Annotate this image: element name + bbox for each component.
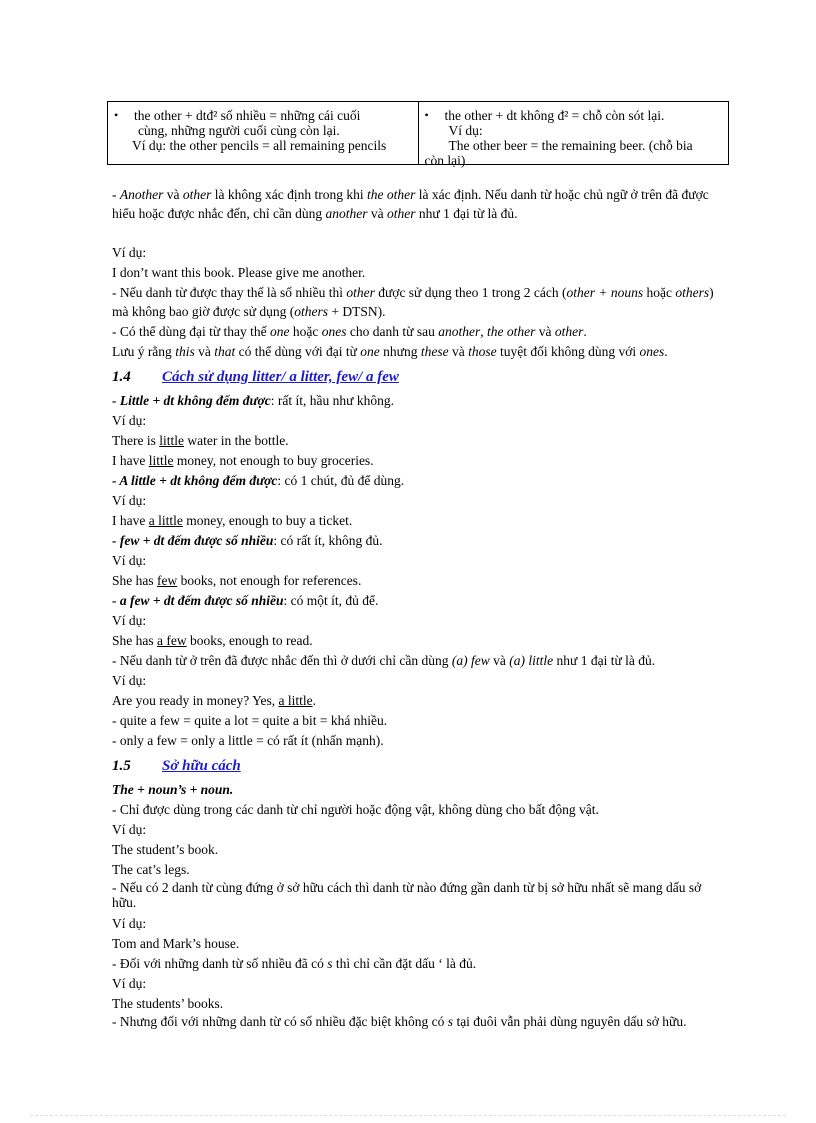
table-left-line3: Ví dụ: the other pencils = all remaining pencils xyxy=(132,138,387,153)
section-heading-1-5: 1.5 Sở hữu cách xyxy=(112,758,241,774)
example-label: Ví dụ: xyxy=(112,245,147,260)
section-link-1-4[interactable]: Cách sử dụng litter/ a litter, few/ a few xyxy=(162,369,399,385)
paragraph-another-other: - Another và other là không xác định trong khi the other là xác định. Nếu danh từ hoặc chủ ngữ ở trên đã được hiểu hoặc được nhắc đến, chỉ cần dùng another và other như 1 đại từ là đủ. xyxy=(112,187,709,221)
table-cell-right xyxy=(418,102,729,168)
paragraph-one-ones: - Có thể dùng đại từ thay thế one hoặc ones cho danh từ sau another, the other và other. xyxy=(112,324,587,339)
bullet-icon: • xyxy=(424,108,429,122)
paragraph-plural: - Nếu danh từ được thay thế là số nhiều thì other được sử dụng theo 1 trong 2 cách (other + nouns hoặc others) mà không bao giờ được sử dụng (others + DTSN). xyxy=(112,285,714,319)
table-right-line1: the other + dt không đ² = chỗ còn sót lại. xyxy=(444,108,665,123)
table-right-line3: The other beer = the remaining beer. (chỗ bia xyxy=(448,138,693,153)
section-heading-1-4: 1.4 Cách sử dụng litter/ a litter, few/ a few xyxy=(112,369,399,385)
comparison-table xyxy=(107,101,729,168)
table-left-line1: the other + dtđ² số nhiều = những cái cuối xyxy=(134,108,361,123)
page-divider xyxy=(30,1115,786,1116)
possessive-formula: The + noun’s + noun. xyxy=(112,782,234,797)
document-body: - Another và other là không xác định trong khi the other là xác định. Nếu danh từ hoặc chủ ngữ ở trên đã được hiểu hoặc được nhắc đến, chỉ cần dùng another và other như 1 đại từ là đủ. Ví dụ: I don’t want this book. Please give me another. - Nếu danh từ được thay thế là số nhiều thì other được sử dụng theo 1 trong 2 cách (other + nouns hoặc others) mà không bao giờ được sử dụng (others + DTSN). - Có thể dùng đại từ thay thế one hoặc ones cho danh từ sau another, the other và other. Lưu ý rằng this và that có thể dùng với đại từ one nhưng these và those tuyệt đối không dùng với ones. 1.4 Cách sử dụng litter/ a litter, few/ a few - Little + dt không đếm được: rất ít, hầu như không. Ví dụ: There is little water in the bottle. I have little money, not enough to buy groceries. - A little + dt không đếm được: có 1 chút, đủ để dùng. Ví dụ: I have a little money, enough to buy a ticket. - few + dt đếm được số nhiều: có rất ít, không đủ. Ví dụ: She has few books, not enough for references. - a few + dt đếm được số nhiều: có một ít, đủ để. Ví dụ: She has a few books, enough to read. - Nếu danh từ ở trên đã được nhắc đến thì ở dưới chỉ cần dùng (a) few và (a) little như 1 đại từ là đủ. Ví dụ: Are you ready in money? Yes, a little. - quite a few = quite a lot = quite a bit = khá nhiều. - only a few = only a little = có rất ít (nhấn mạnh). 1.5 Sở hữu cách The + noun’s + noun. - Chỉ được dùng trong các danh từ chỉ người hoặc động vật, không dùng cho bất động vật. Ví dụ: The student’s book. The cat’s legs. - Nếu có 2 danh từ cùng đứng ở sở hữu cách thì danh từ nào đứng gần danh từ bị sở hữu nhất sẽ mang dấu sở hữu. Ví dụ: Tom and Mark’s house. - Đối với những danh từ số nhiều đã có s thì chỉ cần đặt dấu ‘ là đủ. Ví dụ: The students’ books. - Nhưng đối với những danh từ có số nhiều đặc biệt không có s tại đuôi vẫn phải dùng nguyên dấu sở hữu. xyxy=(112,185,724,1030)
example-sentence: I don’t want this book. Please give me another. xyxy=(112,265,366,280)
section-link-1-5[interactable]: Sở hữu cách xyxy=(162,758,241,774)
table-right-line2: Ví dụ: xyxy=(448,123,483,138)
table-left-line2: cùng, những người cuối cùng còn lại. xyxy=(138,123,340,138)
table-right-line4: còn lại) xyxy=(424,153,466,168)
paragraph-note: Lưu ý rằng this và that có thể dùng với đại từ one nhưng these và those tuyệt đối không dùng với ones. xyxy=(112,344,668,359)
bullet-icon: • xyxy=(114,108,119,122)
table-cell-left xyxy=(108,102,418,164)
